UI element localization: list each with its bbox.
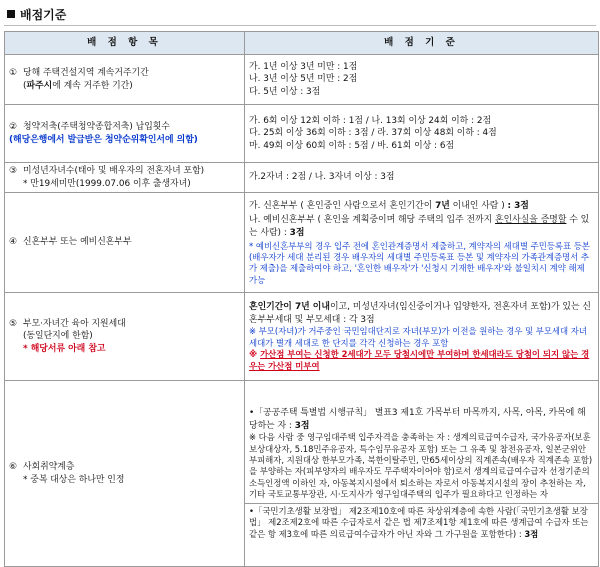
paren-close: ) <box>129 80 133 91</box>
table-header-row <box>5 32 599 55</box>
criteria-text: 수 있는 사람) : <box>249 215 590 238</box>
item-number: ③ <box>9 165 17 176</box>
table-row <box>5 105 599 163</box>
item-label-bold: 파주시 <box>26 80 53 91</box>
item-number: ① <box>9 67 17 78</box>
item-note: * 해당서류 아래 참고 <box>23 343 106 354</box>
criteria-text: •「국민기초생활 보장법」 제2조제10호에 따른 차상위계층에 속한 사람(「국민기초생활 보장법」 제2조제2호에 따른 수급자로서 같은 법 제7조제1항 제1호에 따른 생계급여 수급자 또는 같은 항 제3호에 따른 의료급여수급자가 아닌 자와 그 가구원을 포함한다) : <box>249 505 589 539</box>
criteria-text: 이고, 미성년자녀(임신중이거나 입양한자, 전혼자녀 포함)가 있는 신혼부부세대 및 부모세대 : 각 3점 <box>249 302 591 325</box>
criteria-warning <box>249 349 594 372</box>
criteria-line <box>249 407 594 432</box>
scoring-table <box>4 31 599 567</box>
criteria-line: 다. 5년 이상 : 3점 <box>249 86 321 97</box>
item-label: 미성년자녀수(태아 및 배우자의 전혼자녀 포함) <box>23 165 205 176</box>
item-cell <box>5 293 245 381</box>
criteria-mark: ※ <box>249 349 261 360</box>
item-number: ⑤ <box>9 318 17 329</box>
criteria-text: 이내인 사람 ) <box>449 200 508 211</box>
criteria-score: : 3점 <box>507 200 529 211</box>
criteria-line: 다. 25회 이상 36회 이하 : 3점 / 라. 37회 이상 48회 이하 : 4점 <box>249 128 497 139</box>
item-cell <box>5 193 245 293</box>
square-bullet-icon <box>7 10 15 18</box>
criteria-cell <box>245 381 599 567</box>
criteria-score: 3점 <box>294 420 310 431</box>
criteria-text: 나. 예비신혼부부 ( 혼인을 계획중이며 해당 주택의 입주 전까지 <box>249 215 496 226</box>
criteria-underlined: 혼인사실을 증명할 <box>495 215 567 226</box>
section-title-text: 배점기준 <box>20 7 67 22</box>
criteria-text: •「공공주택 특별법 시행규칙」 별표3 제1호 가목부터 마목까지, 사목, 아목, 카목에 해당하는 자 : <box>249 408 586 431</box>
table-row <box>5 163 599 193</box>
item-note: * 만19세미만(1999.07.06 이후 출생자녀) <box>23 178 191 189</box>
table-row <box>5 193 599 293</box>
criteria-score: 3점 <box>289 227 305 238</box>
criteria-cell <box>245 55 599 105</box>
criteria-score: 3점 <box>524 528 539 539</box>
item-number: ④ <box>9 237 17 248</box>
item-cell <box>5 381 245 567</box>
criteria-note: * 예비신혼부부의 경우 입주 전에 혼인관계증명서 제출하고, 계약자의 세대별 주민등록표 등본(배우자가 세대 분리된 경우 배우자의 세대별 주민등록표 등본 및 계약자의 가족관계증명서 추가 제출)을 제출하여야 하고, '혼인한 배우자'가 '신청시 기재한 배우자'와 불일치시 계약 해제 가능 <box>249 240 590 285</box>
criteria-line <box>249 506 594 540</box>
item-label: 사회취약계층 <box>23 461 75 472</box>
item-number: ⑥ <box>9 461 17 472</box>
criteria-line: 가.2자녀 : 2점 / 나. 3자녀 이상 : 3점 <box>249 172 395 183</box>
criteria-text: 가. 신혼부부 ( 혼인중인 사람으로서 혼인기간이 <box>249 200 436 211</box>
criteria-block <box>245 405 598 504</box>
criteria-cell <box>245 193 599 293</box>
item-label: 신혼부부 또는 예비신혼부부 <box>23 237 132 248</box>
item-note: (해당은행에서 발급받은 청약순위확인서에 의함) <box>9 134 198 145</box>
table-row <box>5 293 599 381</box>
criteria-cell <box>245 105 599 163</box>
criteria-line <box>249 199 594 214</box>
section-title <box>4 3 596 26</box>
item-label: 당해 주택건설지역 계속거주기간 <box>23 67 149 78</box>
paren-open: ( <box>23 80 27 91</box>
table-row <box>5 381 599 567</box>
item-label: 부모·자녀간 육아 지원세대 <box>23 318 126 329</box>
item-cell <box>5 163 245 193</box>
header-item: 배 점 항 목 <box>5 32 245 55</box>
criteria-emphasis: 혼인기간이 7년 이내 <box>249 302 330 313</box>
criteria-line: 가. 1년 이상 3년 미만 : 1점 <box>249 61 358 72</box>
criteria-line: 가. 6회 이상 12회 이하 : 1점 / 나. 13회 이상 24회 이하 : 2점 <box>249 115 492 126</box>
item-cell <box>5 55 245 105</box>
item-label: 청약저축(주택청약종합저축) 납입횟수 <box>23 121 170 132</box>
criteria-note: ※ 다음 사람 중 영구임대주택 입주자격을 충족하는 자 : 생계의료급여수급자, 국가유공자(보훈보상대상자, 5.18민주유공자, 특수임무유공자 포함) 또는 그 유족 및 참전유공자, 일본군위안부피해자, 지원대상 한부모가족, 북한이탈주민, 만65세이상의 직계존속(배우자 직계존속 포함)을 부양하는 자(피부양자의 배우자도 무주택자이어야 함)로서 생계의료급여수급자 선정기준의 소득인정액 이하인 자, 아동복지시설에서 퇴소하는 자로서 아동복지시설의 장이 추천하는 자, 기타 국토교통부장관, 시·도지사가 영구임대주택의 입주가 필요하다고 인정하는 자 <box>249 432 593 500</box>
criteria-cell <box>245 163 599 193</box>
criteria-line <box>249 213 594 240</box>
criteria-line: 마. 49회 이상 60회 이하 : 5점 / 바. 61회 이상 : 6점 <box>249 140 455 151</box>
criteria-warning-text: 가산점 부여는 신청한 2세대가 모두 당첨시에만 부여하며 한세대라도 당첨이 되지 않는 경우는 가산점 미부여 <box>249 349 590 371</box>
criteria-line <box>249 301 594 326</box>
header-criteria: 배 점 기 준 <box>245 32 599 55</box>
item-note: * 중복 대상은 하나만 인정 <box>23 474 125 485</box>
criteria-block <box>245 504 598 542</box>
table-row <box>5 55 599 105</box>
criteria-emphasis: 7년 <box>435 200 450 211</box>
item-sublabel: (동일단지에 한함) <box>23 331 93 342</box>
item-cell <box>5 105 245 163</box>
criteria-line: 나. 3년 이상 5년 미만 : 2점 <box>249 74 358 85</box>
item-sublabel: 에 계속 거주한 기간 <box>52 80 130 91</box>
criteria-note: ※ 부모(자녀)가 거주중인 국민임대단지로 자녀(부모)가 이전을 원하는 경우 및 부모세대 자녀세대가 별개 세대로 한 단지를 각각 신청하는 경우 포함 <box>249 326 587 348</box>
item-number: ② <box>9 121 17 132</box>
criteria-cell <box>245 293 599 381</box>
